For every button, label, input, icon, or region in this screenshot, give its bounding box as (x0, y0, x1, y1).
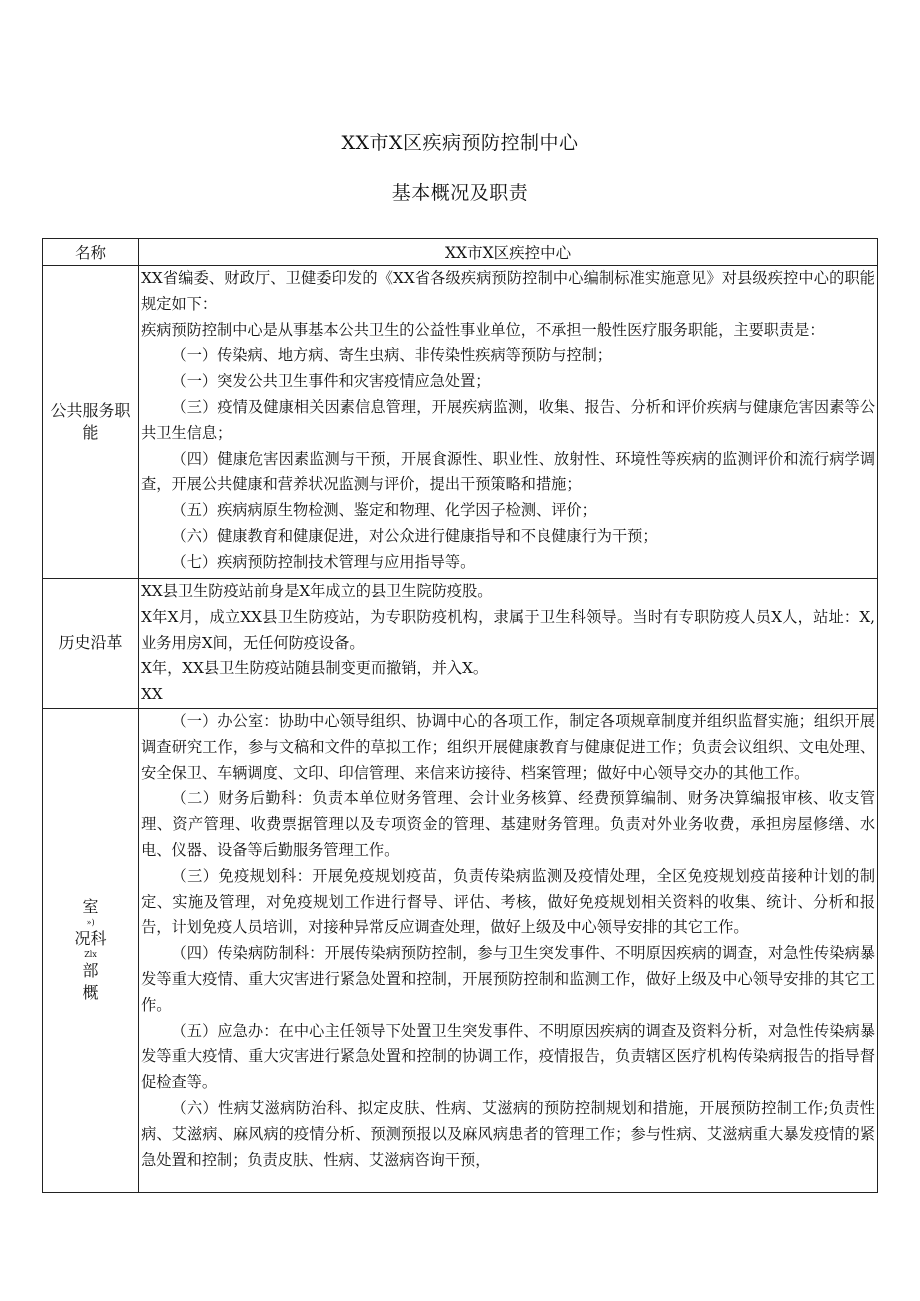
history-row (43, 579, 878, 709)
public-service-content (139, 266, 878, 579)
history-paragraph: X年，XX县卫生防疫站随县制变更而撤销，并入X。 (141, 659, 489, 678)
public-service-paragraph: （七）疾病预防控制技术管理与应用指导等。 (171, 552, 476, 571)
department-paragraph: （五）应急办：在中心主任领导下处置卫生突发事件、不明原因疾病的调查及资料分析，对急性传染病暴发等重大疫情、重大灾害进行紧急处置和控制的协调工作，疫情报告，负责辖区医疗机构传染病报告的指导督促检查等。 (141, 1021, 875, 1092)
public-service-row (43, 266, 878, 579)
departments-row (43, 708, 878, 1192)
public-service-paragraph: 疾病预防控制中心是从事基本公共卫生的公益性事业单位，不承担一般性医疗服务职能，主要职责是： (141, 320, 825, 339)
departments-label-line: 室 (82, 897, 99, 917)
department-paragraph: （二）财务后勤科：负责本单位财务管理、会计业务核算、经费预算编制、财务决算编报审核、收支管理、资产管理、收费票据管理以及专项资金的管理、基建财务管理。负责对外业务收费，承担房屋修缮、水电、仪器、设备等后勤服务管理工作。 (141, 789, 875, 859)
departments-label-line: Zlx (84, 950, 97, 960)
public-service-paragraph: （六）健康教育和健康促进，对公众进行健康指导和不良健康行为干预； (171, 526, 658, 545)
departments-label (43, 708, 139, 1192)
departments-label-line: 部 (82, 961, 99, 981)
history-paragraph: XX县卫生防疫站前身是X年成立的县卫生院防疫股。 (141, 582, 493, 600)
departments-label-line: ») (86, 918, 95, 928)
public-service-paragraph: （一）传染病、地方病、寄生虫病、非传染性疾病等预防与控制； (171, 346, 612, 365)
departments-label-line: 概 (82, 983, 99, 1003)
public-service-label: 公共服务职能 (43, 266, 139, 579)
document-title: XX市X区疾病预防控制中心 (341, 132, 579, 154)
public-service-paragraph: （五）疾病病原生物检测、鉴定和物理、化学因子检测、评价； (171, 501, 597, 520)
document-subtitle: 基本概况及职责 (391, 182, 529, 204)
public-service-paragraph: XX省编委、财政厅、卫健委印发的《XX省各级疾病预防控制中心编制标准实施意见》对县级疾控中心的职能规定如下： (141, 269, 875, 313)
info-table (42, 238, 878, 1193)
departments-label-line: 况科 (74, 929, 107, 949)
history-label: 历史沿革 (43, 579, 139, 709)
table-header-row (43, 239, 878, 266)
public-service-paragraph: （三）疫情及健康相关因素信息管理，开展疾病监测，收集、报告、分析和评价疾病与健康危害因素等公共卫生信息； (141, 397, 875, 442)
department-paragraph: （四）传染病防制科：开展传染病预防控制，参与卫生突发事件、不明原因疾病的调查，对急性传染病暴发等重大疫情、重大灾害进行紧急处置和控制，开展预防控制和监测工作，做好上级及中心领导安排的其它工作。 (141, 944, 875, 1014)
department-paragraph: （六）性病艾滋病防治科、拟定皮肤、性病、艾滋病的预防控制规划和措施，开展预防控制工作;负责性病、艾滋病、麻风病的疫情分析、预测预报以及麻风病患者的管理工作；参与性病、艾滋病重大暴发疫情的紧急处置和控制；负责皮肤、性病、艾滋病咨询干预， (141, 1098, 875, 1169)
header-label-cell: 名称 (43, 239, 139, 266)
public-service-paragraph: （一）突发公共卫生事件和灾害疫情应急处置； (171, 372, 491, 391)
header-value-cell: XX市X区疾控中心 (139, 239, 878, 266)
department-paragraph: （三）免疫规划科：开展免疫规划疫苗，负责传染病监测及疫情处理，全区免疫规划疫苗接种计划的制定、实施及管理，对免疫规划工作进行督导、评估、考核，做好免疫规划相关资料的收集、统计、分析和报告，计划免疫人员培训，对接种异常反应调查处理，做好上级及中心领导安排的其它工作。 (141, 866, 875, 937)
history-paragraph: XX (141, 685, 163, 704)
history-paragraph: X年X月，成立XX县卫生防疫站，为专职防疫机构，隶属于卫生科领导。当时有专职防疫人员X人，站址：X,业务用房X间，无任何防疫设备。 (141, 607, 875, 652)
public-service-paragraph: （四）健康危害因素监测与干预，开展食源性、职业性、放射性、环境性等疾病的监测评价和流行病学调查，开展公共健康和营养状况监测与评价，提出干预策略和措施； (141, 449, 875, 494)
departments-content (139, 708, 878, 1192)
department-paragraph: （一）办公室：协助中心领导组织、协调中心的各项工作，制定各项规章制度并组织监督实施；组织开展调查研究工作，参与文稿和文件的草拟工作；组织开展健康教育与健康促进工作；负责会议组织、文电处理、安全保卫、车辆调度、文印、印信管理、来信来访接待、档案管理；做好中心领导交办的其他工作。 (141, 711, 875, 782)
history-content (139, 579, 878, 709)
